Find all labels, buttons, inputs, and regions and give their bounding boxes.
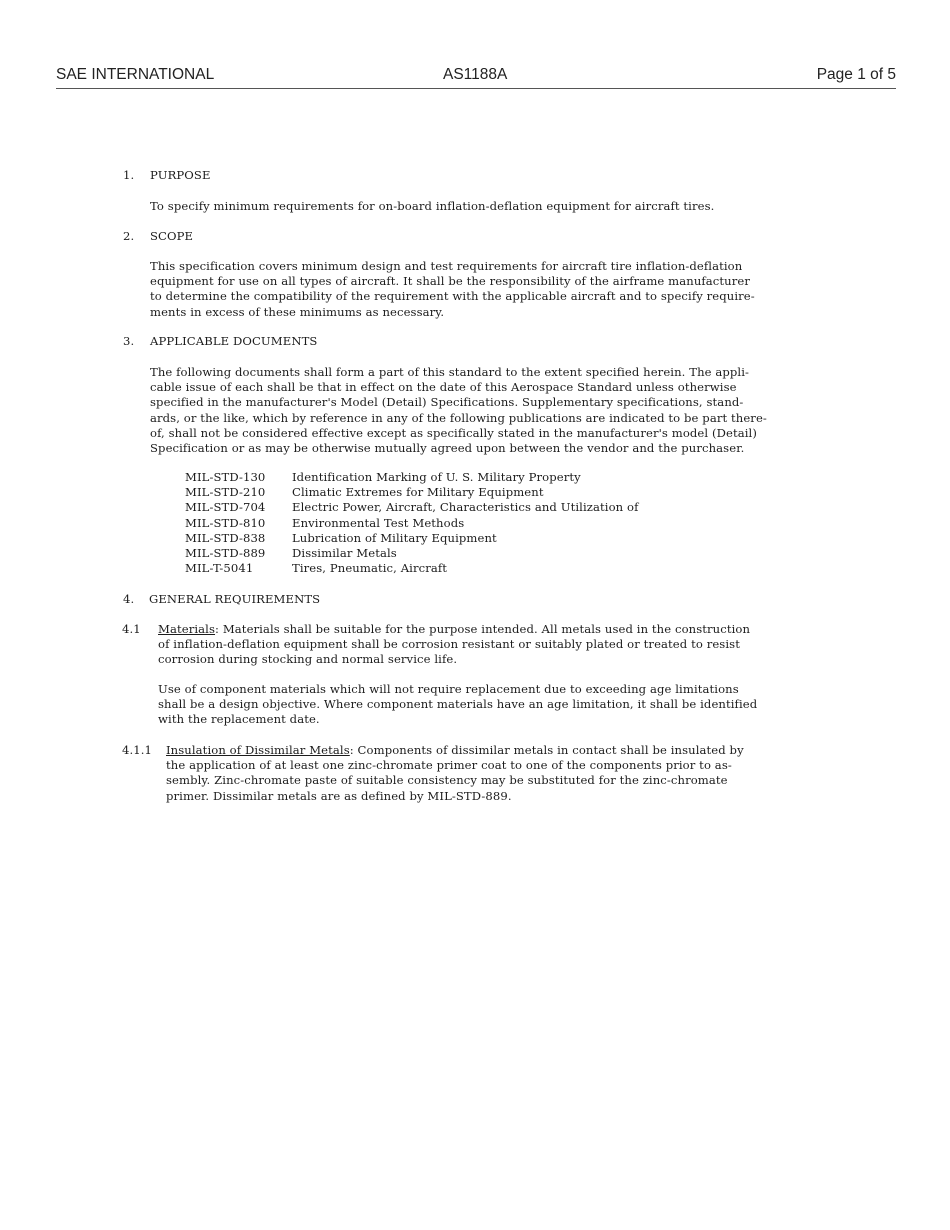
section-title: APPLICABLE DOCUMENTS: [150, 334, 318, 348]
reference-code: MIL-STD-838: [185, 530, 266, 545]
section-number: 4.: [123, 592, 135, 606]
paragraph-line: cable issue of each shall be that in effect on the date of this Aerospace Standard unless otherwise: [150, 380, 737, 395]
paragraph-line: This specification covers minimum design and test requirements for aircraft tire inflation-deflation: [150, 259, 743, 273]
scope-paragraph: [150, 259, 755, 320]
header-doc-id: AS1188A: [443, 66, 508, 83]
reference-title: Electric Power, Aircraft, Characteristics and Utilization of: [292, 500, 639, 515]
paragraph-line: to determine the compatibility of the requirement with the applicable aircraft and to specify require-: [150, 289, 755, 304]
paragraph-line: shall be a design objective. Where component materials have an age limitation, it shall be identified: [158, 697, 758, 712]
insulation-paragraph: [166, 743, 744, 804]
paragraph-line: specified in the manufacturer's Model (Detail) Specifications. Supplementary specifications, stand-: [150, 395, 744, 410]
reference-title: Identification Marking of U. S. Military Property: [292, 470, 581, 484]
reference-code: MIL-STD-810: [185, 515, 266, 530]
paragraph-line: of inflation-deflation equipment shall be corrosion resistant or suitably plated or treated to resist: [158, 637, 740, 652]
paragraph-line: corrosion during stocking and normal service life.: [158, 652, 458, 667]
paragraph-line: [158, 622, 750, 637]
paragraph-line: To specify minimum requirements for on-board inflation-deflation equipment for aircraft tires.: [150, 199, 715, 213]
paragraph-line-text: : Materials shall be suitable for the purpose intended. All metals used in the construction: [215, 622, 751, 636]
reference-code: MIL-STD-210: [185, 485, 266, 500]
reference-code: MIL-T-5041: [185, 561, 254, 576]
paragraph-line: of, shall not be considered effective except as specifically stated in the manufacturer's model (Detail): [150, 425, 757, 440]
paragraph-line: Specification or as may be otherwise mutually agreed upon between the vendor and the purchaser.: [150, 441, 745, 456]
reference-code: MIL-STD-130: [185, 470, 266, 484]
paragraph-line: equipment for use on all types of aircraft. It shall be the responsibility of the airframe manufacturer: [150, 274, 750, 289]
purpose-paragraph: [150, 199, 714, 214]
paragraph-line: with the replacement date.: [158, 712, 320, 727]
paragraph-line: primer. Dissimilar metals are as defined by MIL-STD-889.: [166, 788, 512, 803]
reference-title: Lubrication of Military Equipment: [292, 530, 497, 545]
section-title: GENERAL REQUIREMENTS: [149, 592, 321, 606]
reference-title: Dissimilar Metals: [292, 545, 397, 560]
section-title: SCOPE: [150, 229, 194, 243]
materials-paragraph: [158, 622, 750, 668]
paragraph-line-text: : Components of dissimilar metals in contact shall be insulated by: [349, 743, 744, 757]
paragraph-line: The following documents shall form a part of this standard to the extent specified herein. The appli-: [150, 365, 750, 379]
subsection-label-insulation: Insulation of Dissimilar Metals: [166, 743, 350, 757]
reference-title: Climatic Extremes for Military Equipment: [292, 485, 544, 500]
reference-title: Tires, Pneumatic, Aircraft: [292, 561, 448, 576]
page-header: [56, 66, 896, 89]
section-title: PURPOSE: [150, 168, 211, 182]
reference-code: MIL-STD-889: [185, 545, 266, 560]
section-number: 1.: [123, 168, 135, 182]
paragraph-line: Use of component materials which will not require replacement due to exceeding age limitations: [158, 682, 739, 696]
header-org: SAE INTERNATIONAL: [56, 66, 215, 83]
materials-paragraph-2: [158, 682, 757, 728]
subsection-number-4-1-1: 4.1.1: [122, 743, 152, 757]
subsection-number-4-1: 4.1: [122, 622, 141, 636]
paragraph-line: the application of at least one zinc-chromate primer coat to one of the components prior to as-: [166, 758, 732, 773]
header-page-number: Page 1 of 5: [816, 66, 896, 83]
paragraph-line: [166, 743, 744, 758]
applicable-documents-paragraph: [150, 365, 767, 456]
reference-title: Environmental Test Methods: [292, 515, 465, 530]
paragraph-line: sembly. Zinc-chromate paste of suitable consistency may be substituted for the zinc-chromate: [166, 773, 728, 788]
paragraph-line: ments in excess of these minimums as necessary.: [150, 304, 445, 319]
subsection-label-materials: Materials: [158, 622, 216, 636]
paragraph-line: ards, or the like, which by reference in any of the following publications are indicated to be part there-: [150, 410, 767, 425]
reference-code: MIL-STD-704: [185, 500, 266, 515]
section-number: 3.: [123, 334, 135, 348]
section-number: 2.: [123, 229, 135, 243]
